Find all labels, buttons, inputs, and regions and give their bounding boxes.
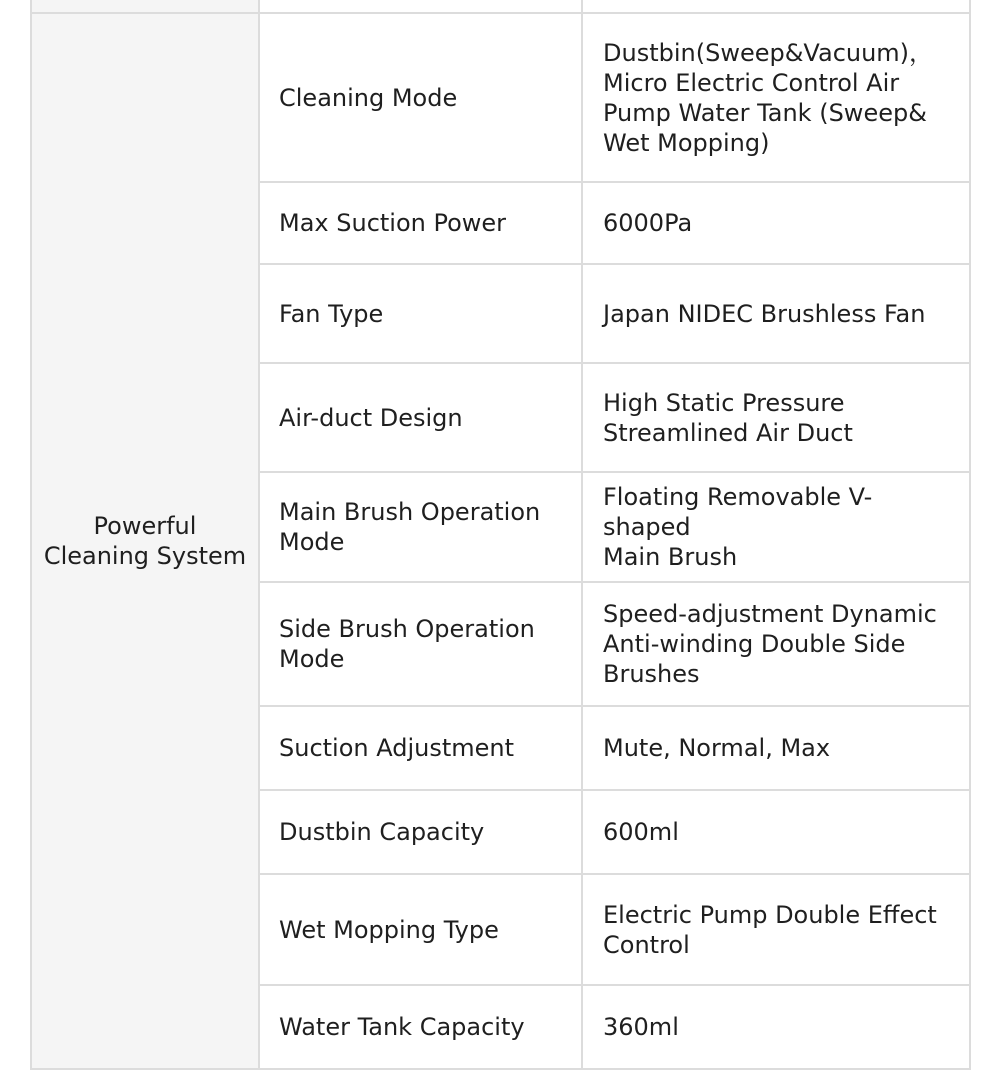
spec-value: Mute, Normal, Max bbox=[582, 706, 970, 790]
previous-value-cell bbox=[582, 0, 970, 13]
spec-name: Main Brush Operation Mode bbox=[259, 472, 582, 582]
spec-value: Japan NIDEC Brushless Fan bbox=[582, 264, 970, 363]
spec-name: Cleaning Mode bbox=[259, 13, 582, 182]
category-cell bbox=[31, 13, 259, 1069]
spec-name: Wet Mopping Type bbox=[259, 874, 582, 985]
spec-name: Max Suction Power bbox=[259, 182, 582, 264]
spec-name: Suction Adjustment bbox=[259, 706, 582, 790]
spec-name: Dustbin Capacity bbox=[259, 790, 582, 874]
table-row-previous bbox=[31, 0, 970, 13]
spec-name: Water Tank Capacity bbox=[259, 985, 582, 1069]
previous-name-cell bbox=[259, 0, 582, 13]
spec-value: 360ml bbox=[582, 985, 970, 1069]
previous-category-cell bbox=[31, 0, 259, 13]
spec-name: Air-duct Design bbox=[259, 363, 582, 472]
spec-name: Side Brush Operation Mode bbox=[259, 582, 582, 706]
spec-value: 600ml bbox=[582, 790, 970, 874]
spec-table bbox=[30, 0, 971, 1070]
category-label: Powerful Cleaning System bbox=[43, 512, 247, 570]
spec-name: Fan Type bbox=[259, 264, 582, 363]
spec-value: High Static Pressure Streamlined Air Duct bbox=[582, 363, 970, 472]
spec-value: Electric Pump Double Effect Control bbox=[582, 874, 970, 985]
spec-value: Dustbin(Sweep&Vacuum)， Micro Electric Control Air Pump Water Tank (Sweep& Wet Mopping) bbox=[582, 13, 970, 182]
spec-value: Speed-adjustment Dynamic Anti-winding Double Side Brushes bbox=[582, 582, 970, 706]
table-row bbox=[31, 13, 970, 182]
spec-value: 6000Pa bbox=[582, 182, 970, 264]
spec-value: Floating Removable V-shaped Main Brush bbox=[582, 472, 970, 582]
